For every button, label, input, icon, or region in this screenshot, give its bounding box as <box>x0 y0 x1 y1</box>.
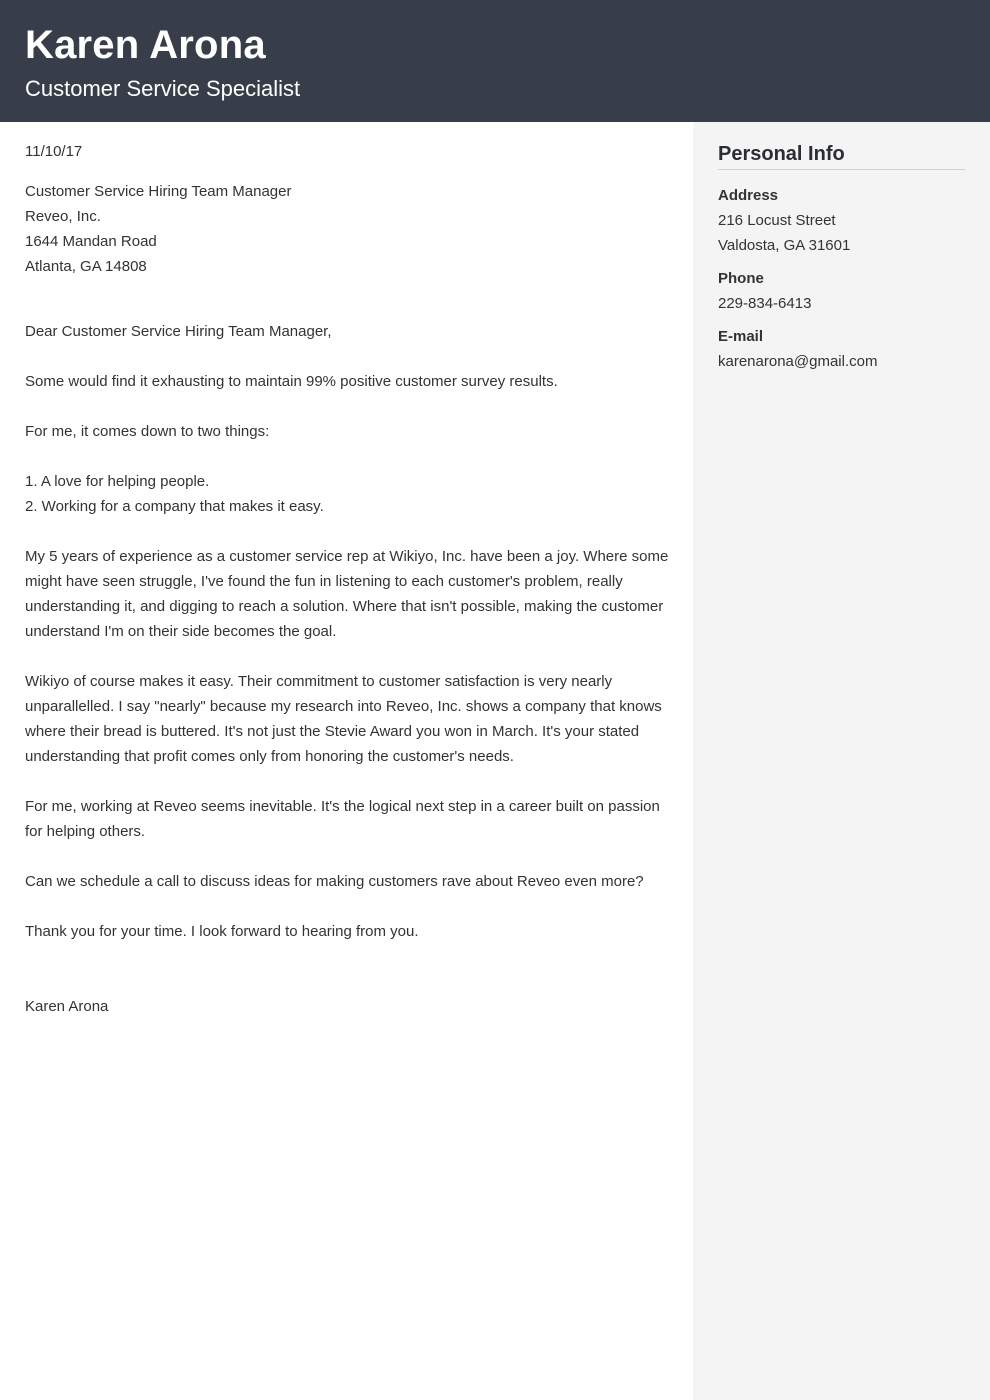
closing-line: Thank you for your time. I look forward to hearing from you. <box>25 923 419 940</box>
signature: Karen Arona <box>25 998 109 1015</box>
recipient-block <box>25 179 675 279</box>
header-banner <box>0 0 990 122</box>
letter-date: 11/10/17 <box>25 143 83 160</box>
phone-value: 229-834-6413 <box>718 295 812 312</box>
paragraph: Can we schedule a call to discuss ideas for making customers rave about Reveo even more? <box>25 873 644 890</box>
paragraph: My 5 years of experience as a customer service rep at Wikiyo, Inc. have been a joy. Where some might have seen struggle, I've found the fun in listening to each customer's problem, really understanding it, and digging to reach a solution. Where that isn't possible, making the customer understand I'm on their side becomes the goal. <box>25 548 669 640</box>
address-label: Address <box>718 187 779 204</box>
applicant-name: Karen Arona <box>25 23 266 67</box>
email-group <box>718 324 965 374</box>
address-line-1: 216 Locust Street <box>718 212 836 229</box>
personal-info-heading: Personal Info <box>718 142 965 170</box>
list-item: 1. A love for helping people. <box>25 473 210 490</box>
email-label: E-mail <box>718 328 764 345</box>
address-line-2: Valdosta, GA 31601 <box>718 237 851 254</box>
recipient-company: Reveo, Inc. <box>25 208 101 225</box>
applicant-job-title: Customer Service Specialist <box>25 76 301 101</box>
letter-column <box>0 122 693 1400</box>
salutation: Dear Customer Service Hiring Team Manager, <box>25 323 332 340</box>
paragraph: Some would find it exhausting to maintain 99% positive customer survey results. <box>25 373 558 390</box>
email-value: karenarona@gmail.com <box>718 353 878 370</box>
address-group <box>718 183 965 258</box>
paragraph: Wikiyo of course makes it easy. Their commitment to customer satisfaction is very nearly unparallelled. I say "nearly" because my research into Reveo, Inc. shows a company that knows where their bread is buttered. It's not just the Stevie Award you won in March. It's your stated understanding that profit comes only from honoring the customer's needs. <box>25 673 662 765</box>
paragraph: For me, working at Reveo seems inevitable. It's the logical next step in a career built on passion for helping others. <box>25 798 660 840</box>
recipient-name: Customer Service Hiring Team Manager <box>25 183 292 200</box>
phone-label: Phone <box>718 270 764 287</box>
personal-info-sidebar <box>693 122 990 1400</box>
recipient-city: Atlanta, GA 14808 <box>25 258 147 275</box>
recipient-street: 1644 Mandan Road <box>25 233 157 250</box>
list-item: 2. Working for a company that makes it easy. <box>25 498 324 515</box>
cover-letter-body <box>25 139 675 1019</box>
phone-group <box>718 266 965 316</box>
paragraph: For me, it comes down to two things: <box>25 423 270 440</box>
reasons-list <box>25 469 675 519</box>
